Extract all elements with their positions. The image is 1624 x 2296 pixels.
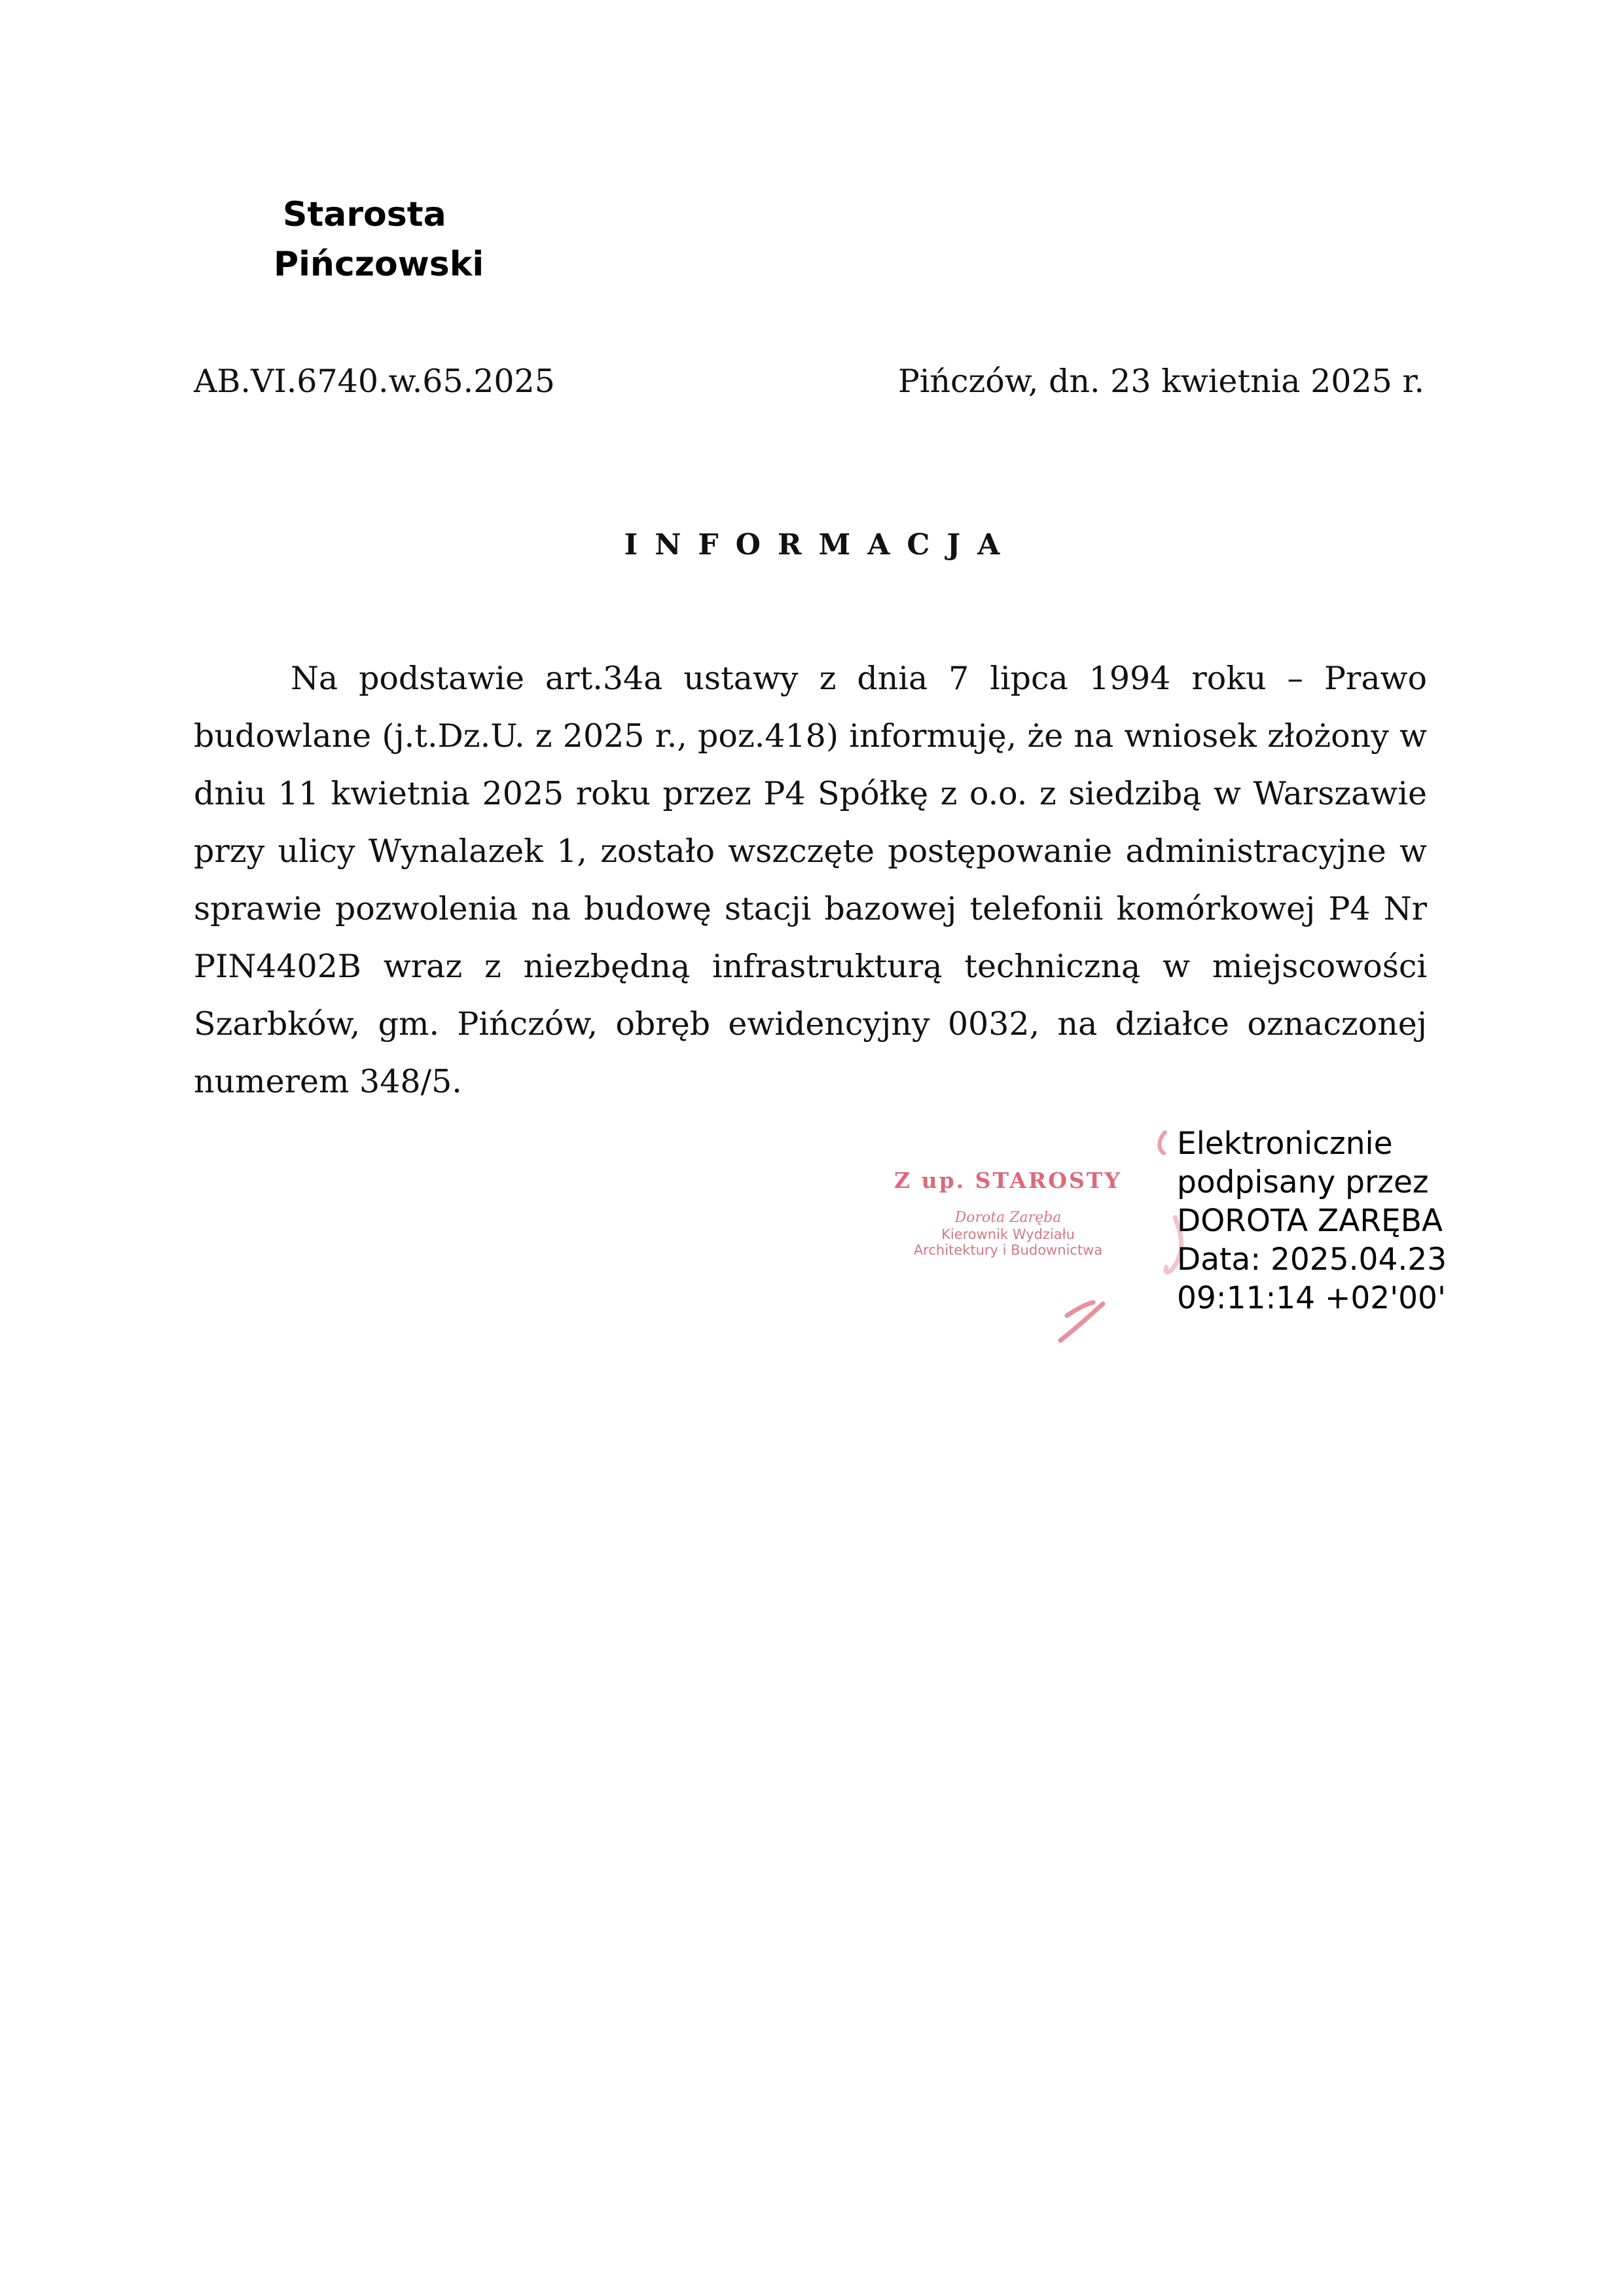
body-paragraph: Na podstawie art.34a ustawy z dnia 7 lipca 1994 roku – Prawo budowlane (j.t.Dz.U. z 2025 r., poz.418) informuję, że na wniosek złożony w dniu 11 kwietnia 2025 roku przez P4 Spółkę z o.o. z siedzibą w Warszawie przy ulicy Wynalazek 1, zostało wszczęte postępowanie administracyjne w sprawie pozwolenia na budowę stacji bazowej telefonii komórkowej P4 Nr PIN4402B wraz z niezbędną infrastrukturą techniczną w miejscowości Szarbków, gm. Pińczów, obręb ewidencyjny 0032, na działce oznaczonej numerem 348/5. [194,660,1427,1100]
issuer-title-line1: Starosta [283,195,446,234]
esig-line1: Elektronicznie [1177,1126,1393,1162]
esig-time: 09:11:14 +02'00' [1177,1280,1446,1316]
reference-number: AB.VI.6740.w.65.2025 [194,363,555,400]
stamp-role-line1: Kierownik Wydziału [941,1227,1075,1242]
place-and-date: Pińczów, dn. 23 kwietnia 2025 r. [897,363,1424,400]
esig-line2: podpisany przez [1177,1164,1429,1200]
electronic-signature-block [1177,1124,1447,1318]
document-title: INFORMACJA [624,528,1017,562]
esig-signer: DOROTA ZARĘBA [1177,1203,1443,1239]
official-stamp [871,1165,1146,1258]
issuer-title-line2: Pińczowski [274,245,484,284]
stamp-role-line2: Architektury i Budownictwa [913,1242,1103,1258]
stamp-signatory-name: Dorota Zaręba [954,1210,1062,1226]
stamp-header: Z up. STAROSTY [894,1168,1122,1193]
esig-date: Data: 2025.04.23 [1177,1242,1447,1278]
